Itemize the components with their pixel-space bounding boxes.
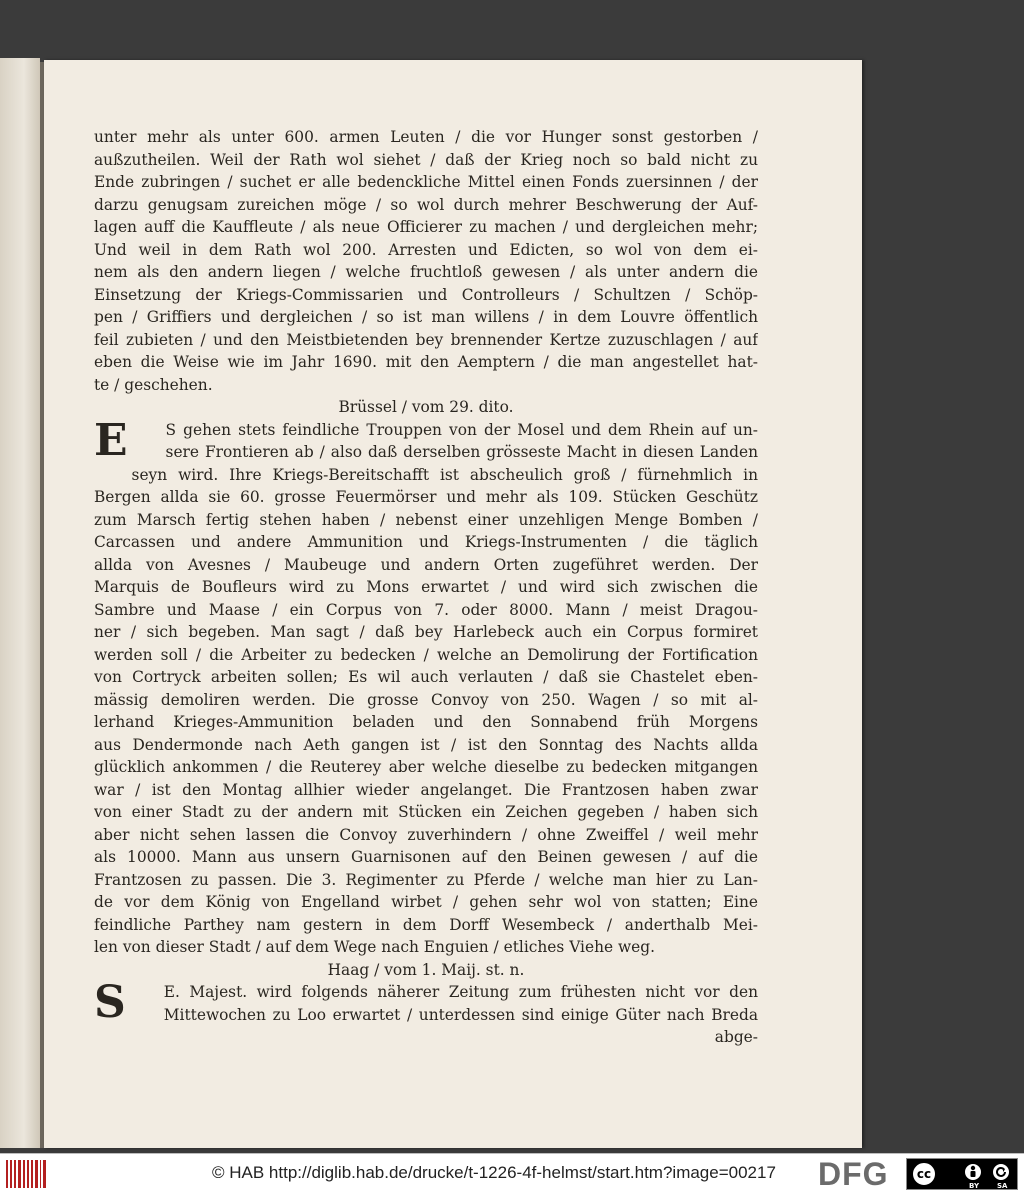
text-line: Marquis de Boufleurs wird zu Mons erwartet / und wird sich zwischen die — [94, 578, 758, 596]
text-line: darzu genugsam zureichen möge / so wol durch mehrer Beschwerung der Auf- — [94, 195, 758, 214]
text-line: sere Frontieren ab / also daß derselben grösseste Macht in diesen Landen — [165, 443, 758, 461]
text-line: feindliche Parthey nam gestern in dem Dorff Wesembeck / anderthalb Mei- — [94, 915, 758, 934]
drop-cap: E — [94, 414, 128, 466]
text-line: als 10000. Mann aus unsern Guarnisonen auf den Beinen gewesen / auf die — [94, 848, 758, 866]
text-line: Carcassen und andere Ammunition und Kriegs-Instrumenten / die täglich — [94, 533, 758, 551]
text-line: Einsetzung der Kriegs-Commissarien und Controlleurs / Schultzen / Schöp- — [94, 285, 758, 304]
person-icon — [963, 1162, 983, 1182]
catchword: abge- — [714, 1028, 758, 1046]
document-page — [44, 60, 862, 1148]
text-line: Mittewochen zu Loo erwartet / unterdessen sind einige Güter nach Breda — [163, 1005, 758, 1024]
text-line: aus Dendermonde nach Aeth gangen ist / ist den Sonntag des Nachts allda — [94, 735, 758, 754]
cc-sa-label: SA — [997, 1182, 1008, 1190]
drop-cap: S — [94, 977, 126, 1028]
paragraph-2 — [94, 414, 758, 959]
copyright-link[interactable]: © HAB http://diglib.hab.de/drucke/t-1226-4f-helmst/start.htm?image=00217 — [212, 1163, 776, 1182]
text-line: de vor dem König von Engelland wirbet / gehen sehr wol von statten; Eine — [94, 893, 758, 911]
text-line: unter mehr als unter 600. armen Leuten / die vor Hunger sonst gestorben / — [94, 128, 758, 146]
cc-by-label: BY — [969, 1182, 980, 1190]
text-line: E. Majest. wird folgends näherer Zeitung zum frühesten nicht vor den — [163, 983, 758, 1001]
text-line: lerhand Krieges-Ammunition beladen und den Sonnabend früh Morgens — [94, 713, 758, 731]
text-line: mässig demoliren werden. Die grosse Convoy von 250. Wagen / so mit al- — [94, 690, 758, 709]
viewer-footer — [0, 1153, 1024, 1194]
text-line: Und weil in dem Rath wol 200. Arresten und Edicten, so wol von dem ei- — [94, 240, 758, 259]
text-line: pen / Griffiers und dergleichen / so ist man willens / in dem Louvre öffentlich — [94, 308, 758, 326]
heading-haag: Haag / vom 1. Maij. st. n. — [327, 960, 525, 979]
dfg-logo[interactable]: DFG — [818, 1156, 889, 1192]
text-line: lagen auff die Kauffleute / als neue Officierer zu machen / und dergleichen mehr; — [94, 218, 758, 236]
previous-page-edge — [0, 58, 40, 1148]
share-alike-icon — [991, 1162, 1011, 1182]
text-line: allda von Avesnes / Maubeuge und andern Orten zugeführet werden. Der — [94, 555, 758, 574]
text-line: S gehen stets feindliche Trouppen von der Mosel und dem Rhein auf un- — [165, 420, 758, 439]
text-line: seyn wird. Ihre Kriegs-Bereitschafft ist abscheulich groß / fürnehmlich in — [131, 465, 758, 484]
text-line: ner / sich begeben. Man sagt / daß bey Harlebeck auch ein Corpus formiret — [94, 623, 758, 641]
text-line: zum Marsch fertig stehen haben / nebenst einer unzehligen Menge Bomben / — [94, 510, 758, 529]
text-line: eben die Weise wie im Jahr 1690. mit den Aemptern / die man angestellet hat- — [94, 353, 758, 371]
cc-icon: cc — [911, 1161, 937, 1187]
text-line: von einer Stadt zu der andern mit Stücken ein Zeichen gegeben / haben sich — [94, 803, 758, 821]
text-line: war / ist den Montag allhier wieder angelanget. Die Frantzosen haben zwar — [94, 780, 758, 799]
paragraph-1 — [94, 126, 758, 396]
text-line: Ende zubringen / suchet er alle bedenckliche Mittel einen Fonds zuersinnen / der — [94, 173, 758, 191]
text-line: von Cortryck arbeiten sollen; Es wil auch verlauten / daß sie Chastelet eben- — [94, 668, 758, 686]
paragraph-3 — [94, 977, 758, 1028]
text-line: nem als den andern liegen / welche fruchtloß gewesen / als unter andern die — [94, 263, 758, 281]
text-line: len von dieser Stadt / auf dem Wege nach Enguien / etliches Viehe weg. — [94, 938, 656, 956]
heading-bruessel: Brüssel / vom 29. dito. — [338, 398, 514, 416]
text-line: außzutheilen. Weil der Rath wol siehet / daß der Krieg noch so bald nicht zu — [94, 150, 758, 169]
cc-license-badge[interactable] — [906, 1158, 1018, 1190]
text-line: te / geschehen. — [94, 375, 213, 394]
text-line: Sambre und Maase / ein Corpus von 7. oder 8000. Mann / meist Dragou- — [94, 600, 758, 619]
page-text — [94, 126, 758, 1049]
text-line: glücklich ankommen / die Reuterey aber welche dieselbe zu bedecken mitgangen — [94, 758, 758, 776]
text-line: feil zubieten / und den Meistbietenden bey brennender Kertze zuzuschlagen / auf — [94, 330, 758, 349]
text-line: werden soll / die Arbeiter zu bedecken / welche an Demolirung der Fortification — [94, 645, 758, 664]
barcode-icon — [6, 1160, 46, 1188]
text-line: Frantzosen zu passen. Die 3. Regimenter zu Pferde / welche man hier zu Lan- — [94, 870, 758, 889]
text-line: aber nicht sehen lassen die Convoy zuverhindern / ohne Zweiffel / weil mehr — [94, 825, 758, 844]
text-line: Bergen allda sie 60. grosse Feuermörser und mehr als 109. Stücken Geschütz — [94, 488, 758, 506]
